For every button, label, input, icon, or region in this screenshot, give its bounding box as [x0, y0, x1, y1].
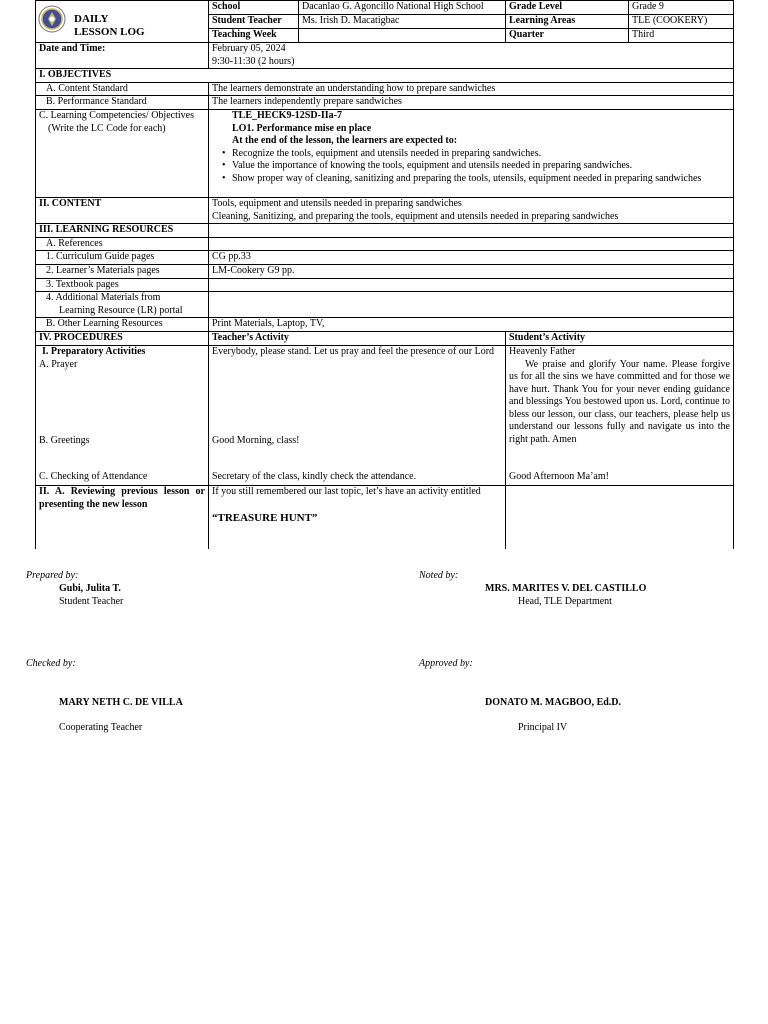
student-prayer-title: Heavenly Father [509, 345, 576, 357]
time-value: 9:30-11:30 (2 hours) [212, 55, 295, 67]
curriculum-guide-value: CG pp.33 [209, 251, 734, 265]
learners-materials-value: LM-Cookery G9 pp. [209, 264, 734, 278]
references-label: A. References [36, 237, 209, 251]
objectives-lead: At the end of the lesson, the learners are expected to: [232, 135, 458, 147]
other-resources-value: Print Materials, Laptop, TV, [209, 318, 734, 332]
school-label: School [209, 1, 299, 15]
performance-standard-value: The learners independently prepare sandwiches [209, 96, 734, 110]
approved-by-name: DONATO M. MAGBOO, Ed.D. [485, 697, 622, 708]
noted-by-name: MRS. MARITES V. DEL CASTILLO [485, 583, 647, 594]
objective-item: • Value the importance of knowing the tools, equipment and utensils needed in preparing sandwiches. [222, 160, 730, 173]
objectives-list [212, 148, 730, 186]
lc-code: TLE_HECK9-12SD-IIa-7 [232, 109, 343, 121]
performance-standard-label: B. Performance Standard [36, 96, 209, 110]
student-greeting: Good Afternoon Ma’am! [509, 470, 609, 482]
approved-by-role: Principal IV [518, 722, 568, 733]
learning-areas-label: Learning Areas [506, 15, 629, 29]
teacher-preparatory-cell [209, 345, 506, 485]
learning-competencies-value [209, 109, 734, 197]
school-value: Dacanlao G. Agoncillo National High School [299, 1, 506, 15]
objective-item: • Show proper way of cleaning, sanitizing and preparing the tools, utensils, equipment needed in preparing sandwiches [222, 173, 730, 186]
noted-by-block [419, 569, 719, 608]
teaching-week-value [299, 29, 506, 43]
content-standard-value: The learners demonstrate an understanding how to prepare sandwiches [209, 82, 734, 96]
approved-by-block [419, 657, 719, 734]
objectives-heading: I. OBJECTIVES [36, 69, 734, 83]
teacher-greeting: Good Morning, class! [212, 434, 300, 446]
learning-outcome: LO1. Performance mise en place [232, 122, 372, 134]
approved-by-label: Approved by: [419, 658, 473, 669]
lc-code-instruction: (Write the LC Code for each) [48, 122, 166, 134]
checked-by-name: MARY NETH C. DE VILLA [59, 697, 183, 708]
content-heading: II. CONTENT [36, 197, 209, 223]
daily-lesson-log-title: DAILY LESSON LOG [74, 13, 145, 38]
review-lesson-label: II. A. Reviewing previous lesson or presenting the new lesson [36, 485, 209, 549]
teacher-attendance: Secretary of the class, kindly check the attendance. [212, 470, 417, 482]
learning-competencies-title: C. Learning Competencies/ Objectives [39, 109, 194, 121]
teacher-prayer: Everybody, please stand. Let us pray and feel the presence of our Lord [212, 345, 495, 357]
learning-competencies-label [36, 109, 209, 197]
lesson-log-table [35, 0, 734, 549]
other-resources-label: B. Other Learning Resources [36, 318, 209, 332]
teacher-activity-heading: Teacher’s Activity [209, 331, 506, 345]
content-line: Cleaning, Sanitizing, and preparing the tools, equipment and utensils needed in preparing sandwiches [212, 210, 619, 222]
activity-title: “TREASURE HUNT” [212, 511, 318, 524]
deped-seal-icon [38, 5, 66, 33]
attendance-label: C. Checking of Attendance [39, 470, 148, 482]
student-preparatory-cell [506, 345, 734, 485]
student-activity-heading: Student’s Activity [506, 331, 734, 345]
student-prayer-body: We praise and glorify Your name. Please forgive us for all the sins we have committed and for those we have hurt. Thank You for your never ending guidance and blessings You bestowed upon us. Lord, continue to bless our lesson, our class, our teachers, please help us understand our lessons fully and navigate us into the right path. Amen [509, 358, 730, 446]
preparatory-activities-label: I. Preparatory Activities [42, 345, 146, 357]
teaching-week-label: Teaching Week [209, 29, 299, 43]
prepared-by-name: Gubi, Julita T. [59, 583, 121, 594]
content-line: Tools, equipment and utensils needed in preparing sandwiches [212, 197, 462, 209]
preparatory-activities-cell [36, 345, 209, 485]
learning-resources-heading: III. LEARNING RESOURCES [36, 224, 209, 238]
date-time-label: Date and Time: [36, 43, 209, 69]
prepared-by-label: Prepared by: [26, 570, 79, 581]
noted-by-role: Head, TLE Department [518, 596, 612, 607]
date-time-value [209, 43, 734, 69]
grade-level-label: Grade Level [506, 1, 629, 15]
learning-areas-value: TLE (COOKERY) [629, 15, 734, 29]
prepared-by-role: Student Teacher [59, 596, 124, 607]
header-logo-cell [36, 1, 209, 43]
review-teacher-cell [209, 485, 506, 549]
date-value: February 05, 2024 [212, 43, 286, 54]
quarter-label: Quarter [506, 29, 629, 43]
checked-by-role: Cooperating Teacher [59, 722, 143, 733]
curriculum-guide-label: 1. Curriculum Guide pages [36, 251, 209, 265]
content-standard-label: A. Content Standard [36, 82, 209, 96]
prayer-label: A. Prayer [39, 358, 78, 370]
checked-by-block [26, 657, 183, 734]
learners-materials-label: 2. Learner’s Materials pages [36, 264, 209, 278]
textbook-pages-label: 3. Textbook pages [36, 278, 209, 292]
prepared-by-block [26, 569, 123, 608]
noted-by-label: Noted by: [419, 570, 459, 581]
content-value [209, 197, 734, 223]
grade-level-value: Grade 9 [629, 1, 734, 15]
procedures-heading: IV. PROCEDURES [36, 331, 209, 345]
student-teacher-value: Ms. Irish D. Macatigbac [299, 15, 506, 29]
greetings-label: B. Greetings [39, 434, 90, 446]
objective-item: • Recognize the tools, equipment and utensils needed in preparing sandwiches. [222, 148, 730, 161]
student-teacher-label: Student Teacher [209, 15, 299, 29]
review-student-cell [506, 485, 734, 549]
quarter-value: Third [629, 29, 734, 43]
checked-by-label: Checked by: [26, 658, 76, 669]
additional-materials-label: 4. Additional Materials from Learning Resource (LR) portal [36, 292, 209, 318]
review-teacher-text: If you still remembered our last topic, let’s have an activity entitled [212, 485, 481, 497]
